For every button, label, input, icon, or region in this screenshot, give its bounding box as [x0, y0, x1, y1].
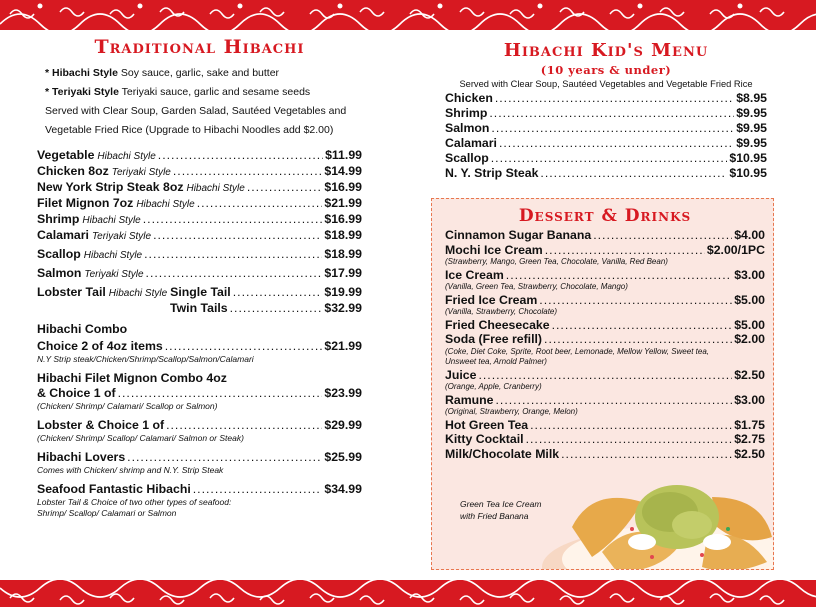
kids-menu-title: Hibachi Kid's Menu — [503, 40, 709, 61]
kids-menu-item: Chicken ..... $8.95 — [445, 91, 767, 106]
dessert-item: Cinnamon Sugar Banana ..... $4.00 — [445, 228, 765, 243]
teriyaki-style-line: * Teriyaki Style Teriyaki sauce, garlic and sesame seeds — [45, 86, 311, 98]
dessert-item: Soda (Free refill) ..... $2.00 — [445, 332, 765, 347]
filet-combo-item: & Choice 1 of ..... $23.99 — [37, 386, 362, 401]
hibachi-lovers-item: Hibachi Lovers ..... $25.99 — [37, 450, 362, 465]
menu-item: Calamari Teriyaki Style ..... $18.99 — [37, 228, 362, 244]
dessert-item: Ice Cream ..... $3.00 — [445, 268, 765, 283]
hibachi-lovers-note: Comes with Chicken/ shrimp and N.Y. Strip Steak — [37, 465, 224, 475]
kids-age-note: (10 years & under) — [540, 63, 672, 77]
dessert-note: (Original, Strawberry, Orange, Melon) — [445, 407, 578, 416]
menu-item: New York Strip Steak 8oz Hibachi Style ..... $16.99 — [37, 180, 362, 196]
combo-item: Choice 2 of 4oz items ..... $21.99 — [37, 339, 362, 354]
dessert-note: Unsweet tea, Arnold Palmer) — [445, 357, 547, 366]
combo-note: N.Y Strip steak/Chicken/Shrimp/Scallop/Salmon/Calamari — [37, 354, 254, 364]
traditional-hibachi-section — [37, 36, 362, 519]
dessert-note: (Vanilla, Green Tea, Strawberry, Chocolate, Mango) — [445, 282, 628, 291]
dessert-item: Ramune ..... $3.00 — [445, 393, 765, 408]
menu-item: Salmon Teriyaki Style ..... $17.99 — [37, 266, 362, 282]
top-wave-border — [0, 0, 816, 30]
upgrade-line: Vegetable Fried Rice (Upgrade to Hibachi Noodles add $2.00) — [45, 124, 334, 136]
kids-menu-item: Salmon ..... $9.95 — [445, 121, 767, 136]
green-tea-ice-cream-photo — [532, 467, 774, 570]
kids-menu-item: Shrimp ..... $9.95 — [445, 106, 767, 121]
menu-item: Shrimp Hibachi Style ..... $16.99 — [37, 212, 362, 228]
menu-item: Vegetable Hibachi Style ..... $11.99 — [37, 148, 362, 164]
lobster-twin-item: Twin Tails ..... $32.99 — [37, 301, 362, 316]
dessert-item: Fried Ice Cream ..... $5.00 — [445, 293, 765, 308]
kids-menu-item: N. Y. Strip Steak ..... $10.95 — [445, 166, 767, 181]
lobster-single-item: Lobster Tail Hibachi Style Single Tail ..... $19.99 — [37, 285, 362, 301]
dessert-item: Kitty Cocktail ..... $2.75 — [445, 432, 765, 447]
kids-menu-item: Calamari ..... $9.95 — [445, 136, 767, 151]
dessert-drinks-panel — [431, 198, 774, 570]
seafood-note-1: Lobster Tail & Choice of two other types of seafood: — [37, 497, 232, 507]
lobster-choice-note: (Chicken/ Shrimp/ Scallop/ Calamari/ Salmon or Steak) — [37, 433, 244, 443]
served-with-line: Served with Clear Soup, Garden Salad, Sautéed Vegetables and — [45, 105, 347, 117]
menu-item: Filet Mignon 7oz Hibachi Style ..... $21.99 — [37, 196, 362, 212]
dessert-note: (Vanilla, Strawberry, Chocolate) — [445, 307, 558, 316]
dessert-note: (Coke, Diet Coke, Sprite, Root beer, Lemonade, Mellow Yellow, Sweet tea, — [445, 346, 709, 356]
dessert-item: Juice ..... $2.50 — [445, 368, 765, 383]
traditional-hibachi-title: Traditional Hibachi — [94, 36, 305, 58]
dessert-item: Fried Cheesecake ..... $5.00 — [445, 318, 765, 333]
kids-menu-item: Scallop ..... $10.95 — [445, 151, 767, 166]
combo-title: Hibachi Combo — [37, 322, 128, 336]
kids-served-with: Served with Clear Soup, Sautéed Vegetables and Vegetable Fried Rice — [459, 79, 753, 89]
photo-caption: Green Tea Ice Cream with Fried Banana — [460, 499, 542, 521]
seafood-fantastic-item: Seafood Fantastic Hibachi ..... $34.99 — [37, 482, 362, 497]
dessert-item: Mochi Ice Cream ..... $2.00/1PC — [445, 243, 765, 258]
dessert-drinks-title: Dessert & Drinks — [518, 206, 692, 226]
dessert-item: Milk/Chocolate Milk ..... $2.50 — [445, 447, 765, 462]
hibachi-style-line: * Hibachi Style Soy sauce, garlic, sake and butter — [45, 67, 280, 79]
menu-item: Scallop Hibachi Style ..... $18.99 — [37, 247, 362, 263]
filet-combo-note: (Chicken/ Shrimp/ Calamari/ Scallop or Salmon) — [37, 401, 218, 411]
seafood-note-2: Shrimp/ Scallop/ Calamari or Salmon — [37, 508, 177, 518]
dessert-item: Hot Green Tea ..... $1.75 — [445, 418, 765, 433]
style-descriptions — [45, 64, 362, 140]
filet-combo-title: Hibachi Filet Mignon Combo 4oz — [37, 371, 227, 385]
lobster-choice-item: Lobster & Choice 1 of ..... $29.99 — [37, 418, 362, 433]
bottom-wave-border — [0, 580, 816, 607]
menu-item: Chicken 8oz Teriyaki Style ..... $14.99 — [37, 164, 362, 180]
dessert-note: (Strawberry, Mango, Green Tea, Chocolate, Vanilla, Red Bean) — [445, 257, 668, 266]
dessert-note: (Orange, Apple, Cranberry) — [445, 382, 542, 391]
kids-menu-section — [445, 40, 767, 181]
